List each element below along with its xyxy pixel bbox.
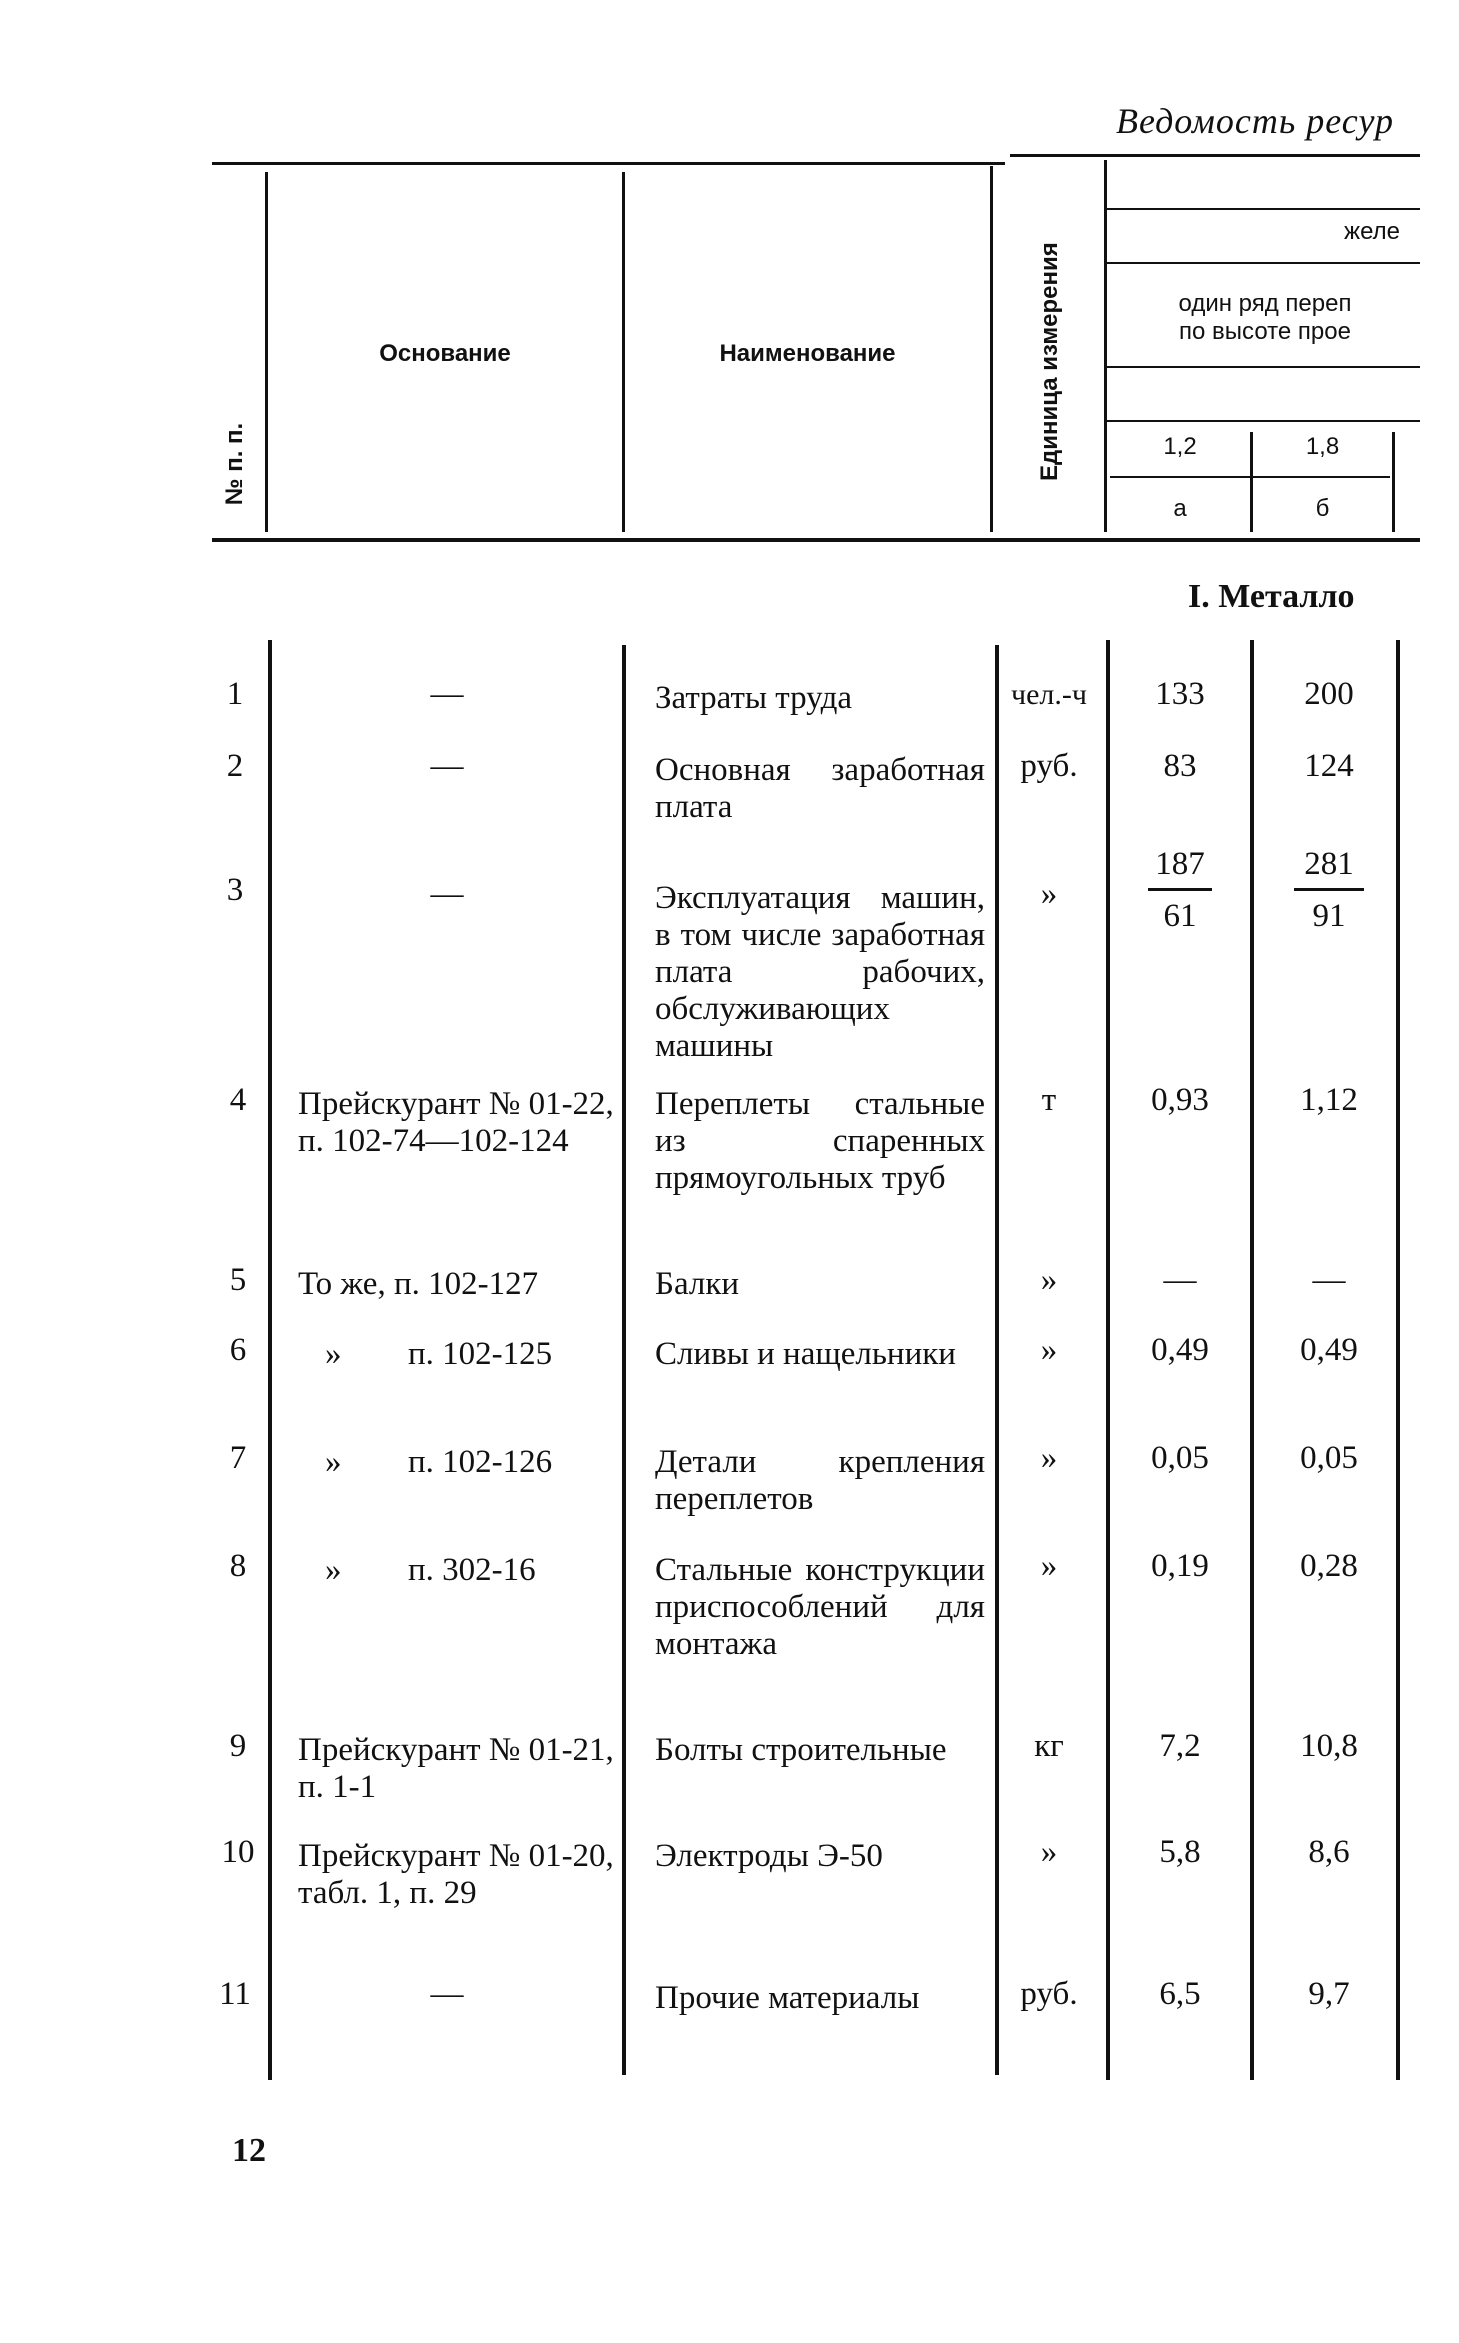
row-number: 6 [229,1332,247,1368]
row-number: 11 [219,1976,251,2012]
row-value-b: 9,7 [1308,1976,1350,2012]
row-number: 1 [226,676,244,712]
row-unit: » [1040,1332,1058,1368]
row-number: 8 [229,1548,247,1584]
row-base: — [430,676,464,712]
row-base: п. 102-126 [408,1444,553,1480]
group-rule-4 [1104,420,1420,422]
row-unit: т [1041,1082,1057,1118]
body-vline-1 [268,640,272,2080]
row-value-b: 1,12 [1300,1082,1358,1118]
header-vline-3 [990,166,993,532]
row-value-b: 10,8 [1300,1728,1358,1764]
row-number: 4 [229,1082,247,1118]
row-base: То же, п. 102-127 [298,1266,539,1302]
row-value-a: 6,5 [1159,1976,1201,2012]
column-subheader-line-2: по высоте прое [1179,318,1351,345]
group-rule-2 [1104,262,1420,264]
row-value-a: 133 [1155,676,1205,712]
row-base-ditto-mark: » [325,1336,342,1372]
row-value-a: — [1163,1262,1197,1298]
section-title: I. Металло [1188,578,1355,615]
column-header-name: Наименование [719,340,896,367]
row-unit: руб. [1020,748,1078,784]
row-name: Затраты труда [655,680,853,716]
row-number: 10 [221,1834,255,1870]
row-name: Прочие материалы [655,1980,920,2016]
fraction-line-b [1294,888,1364,891]
header-top-rule-right [1010,154,1420,157]
letter-header-b: б [1315,495,1330,522]
row-unit: » [1040,876,1058,912]
row-base-ditto-mark: » [325,1552,342,1588]
column-header-unit: Единица измерения [1036,242,1063,481]
row-number: 7 [229,1440,247,1476]
row-value-b: 200 [1304,676,1354,712]
row-base: п. 302-16 [408,1552,536,1588]
row-name: Болты строительные [655,1732,947,1768]
row-name: Балки [655,1266,740,1302]
row-base: Прейскурант № 01-22, п. 102-74—102-124 [298,1086,614,1159]
row-name: Электроды Э-50 [655,1838,883,1874]
row-name: Эксплуатация машин, в том числе заработная плата рабочих, обслуживающих машины [655,880,985,1064]
row-value-a: 5,8 [1159,1834,1201,1870]
row-value-a: 0,05 [1151,1440,1209,1476]
row-unit: » [1040,1834,1058,1870]
row-unit: чел.-ч [1011,678,1087,711]
group-rule-3 [1104,366,1420,368]
row-value-b-numerator: 281 [1304,846,1354,882]
row-number: 3 [226,872,244,908]
row-value-a: 7,2 [1159,1728,1201,1764]
row-unit: руб. [1020,1976,1078,2012]
row-base: Прейскурант № 01-20, табл. 1, п. 29 [298,1838,614,1911]
header-vline-6 [1392,432,1395,532]
column-header-number: № п. п. [221,422,248,506]
row-value-a: 0,49 [1151,1332,1209,1368]
row-unit: » [1040,1548,1058,1584]
row-value-a-denominator: 61 [1163,898,1197,934]
row-value-b: 0,05 [1300,1440,1358,1476]
value-rule [1110,476,1390,478]
row-value-b: 0,28 [1300,1548,1358,1584]
page-number: 12 [232,2132,266,2169]
row-name: Детали крепления переплетов [655,1444,985,1517]
row-value-a: 83 [1163,748,1197,784]
row-base: Прейскурант № 01-21, п. 1-1 [298,1732,614,1805]
row-value-a: 0,93 [1151,1082,1209,1118]
row-base-ditto-mark: » [325,1444,342,1480]
row-base: п. 102-125 [408,1336,553,1372]
row-value-b: 0,49 [1300,1332,1358,1368]
header-vline-4 [1104,160,1107,532]
document-title: Ведомость ресур [1116,101,1394,141]
row-unit: » [1040,1262,1058,1298]
row-name: Стальные конструкции приспособлений для монтажа [655,1552,985,1662]
row-base: — [430,876,464,912]
row-number: 5 [229,1262,247,1298]
row-value-a-numerator: 187 [1155,846,1205,882]
header-top-rule [212,162,1005,165]
column-header-base: Основание [379,340,511,367]
row-number: 2 [226,748,244,784]
row-value-b: — [1312,1262,1346,1298]
value-header-a: 1,2 [1163,433,1197,460]
row-name: Основная заработная плата [655,752,985,825]
row-base: — [430,1976,464,2012]
row-unit: » [1040,1440,1058,1476]
value-header-b: 1,8 [1305,433,1340,460]
group-rule-1 [1104,208,1420,210]
row-value-b: 124 [1304,748,1354,784]
row-value-b-denominator: 91 [1312,898,1346,934]
column-subheader-line-1: один ряд переп [1178,290,1352,317]
row-value-a: 0,19 [1151,1548,1209,1584]
letter-header-a: а [1173,495,1187,522]
row-name: Переплеты стальные из спаренных прямоугольных труб [655,1086,985,1196]
header-bottom-rule [212,538,1420,542]
row-name: Сливы и нащельники [655,1336,956,1372]
fraction-line-a [1148,888,1212,891]
row-value-b: 8,6 [1308,1834,1350,1870]
row-unit: кг [1034,1728,1064,1764]
row-number: 9 [229,1728,247,1764]
row-base: — [430,748,464,784]
column-group-header: желе [1344,218,1400,245]
